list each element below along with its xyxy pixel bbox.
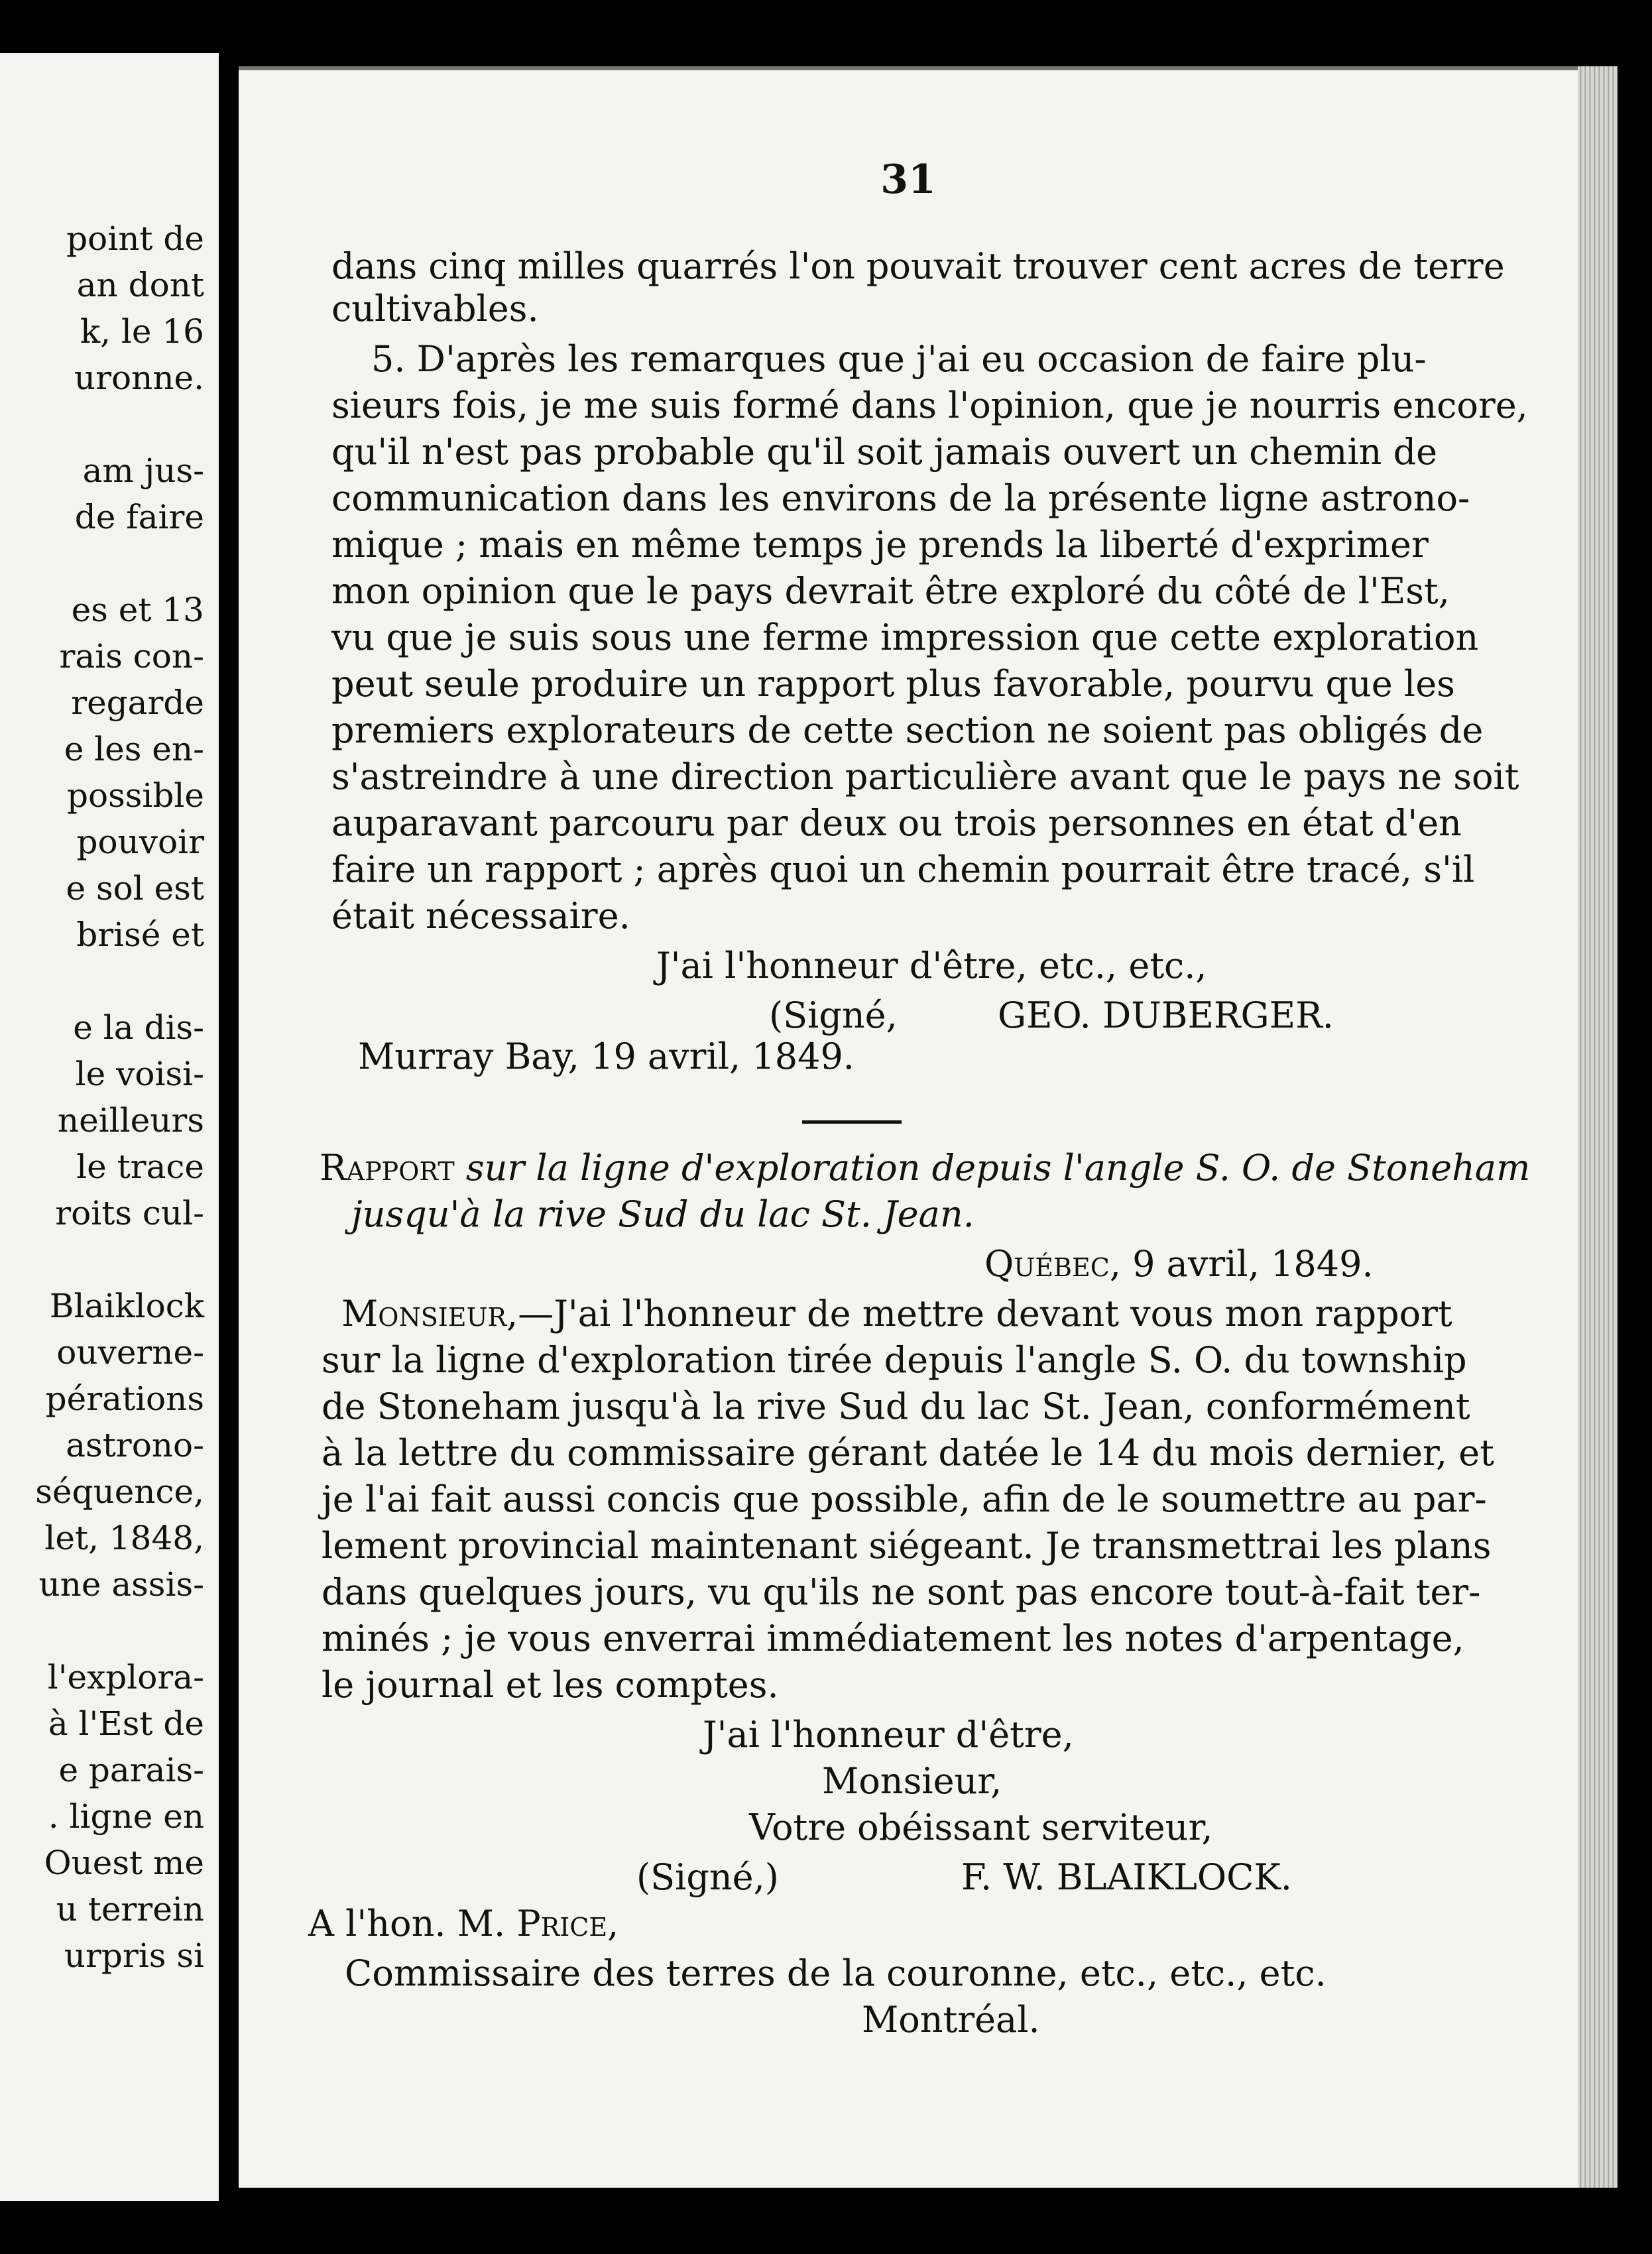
dateline-date: 9 avril, 1849. xyxy=(1132,1243,1374,1285)
fragment-line: ouverne- xyxy=(56,1333,204,1372)
fragment-line: à l'Est de xyxy=(48,1704,204,1743)
text-line: à la lettre du commissaire gérant datée le 14 du mois dernier, et xyxy=(322,1432,1494,1474)
text-line: était nécessaire. xyxy=(331,895,630,937)
dateline-city: Québec, xyxy=(984,1243,1121,1285)
fragment-line: possible xyxy=(66,776,204,815)
book-page xyxy=(239,66,1578,2188)
top-rule xyxy=(239,66,1578,70)
dateline xyxy=(984,1243,1374,1285)
text-line: le journal et les comptes. xyxy=(322,1664,779,1706)
signed-label: (Signé,) xyxy=(636,1856,779,1898)
text-line: premiers explorateurs de cette section ne soient pas obligés de xyxy=(331,709,1484,751)
fragment-line: point de xyxy=(66,219,204,258)
address-name: Price, xyxy=(516,1903,619,1944)
page-edge xyxy=(1578,66,1618,2188)
report-heading xyxy=(320,1147,1531,1189)
text-line: sieurs fois, je me suis formé dans l'opinion, que je nourris encore, xyxy=(331,385,1528,426)
fragment-line: urpris si xyxy=(64,1936,204,1975)
report-heading-cont: jusqu'à la rive Sud du lac St. Jean. xyxy=(351,1193,974,1235)
text-line: vu que je suis sous une ferme impression que cette exploration xyxy=(331,617,1479,658)
fragment-line: e parais- xyxy=(58,1751,204,1789)
text-line: dans quelques jours, vu qu'ils ne sont pas encore tout-à-fait ter- xyxy=(322,1571,1481,1613)
address-title: Commissaire des terres de la couronne, etc., etc., etc. xyxy=(345,1952,1327,1994)
fragment-line: rais con- xyxy=(59,637,204,676)
fragment-line: pouvoir xyxy=(76,823,204,861)
fragment-line: regarde xyxy=(71,683,204,722)
closing-line: Monsieur, xyxy=(822,1760,1002,1802)
page-number: 31 xyxy=(880,156,936,203)
fragment-line: an dont xyxy=(76,266,204,304)
fragment-line: astrono- xyxy=(66,1426,204,1464)
text-line: peut seule produire un rapport plus favorable, pourvu que les xyxy=(331,663,1455,705)
closing-line: Votre obéissant serviteur, xyxy=(749,1807,1213,1848)
fragment-line: am jus- xyxy=(82,451,204,490)
fragment-line: k, le 16 xyxy=(80,312,204,351)
fragment-line: brisé et xyxy=(76,916,204,954)
text-line: je l'ai fait aussi concis que possible, afin de le soumettre au par- xyxy=(322,1478,1487,1520)
fragment-line: let, 1848, xyxy=(44,1519,204,1557)
text-line: 5. D'après les remarques que j'ai eu occasion de faire plu- xyxy=(371,338,1427,380)
fragment-line: roits cul- xyxy=(55,1194,204,1232)
fragment-line: e les en- xyxy=(64,730,204,768)
text-line: Monsieur,—J'ai l'honneur de mettre devant vous mon rapport xyxy=(341,1293,1452,1335)
text-line: s'astreindre à une direction particulière avant que le pays ne soit xyxy=(331,756,1519,798)
text-line: sur la ligne d'exploration tirée depuis l'angle S. O. du township xyxy=(322,1339,1467,1381)
fragment-line: neilleurs xyxy=(57,1101,204,1140)
fragment-line: . ligne en xyxy=(48,1797,204,1836)
text-line: mon opinion que le pays devrait être exploré du côté de l'Est, xyxy=(331,570,1450,612)
salutation: Monsieur, xyxy=(341,1293,518,1335)
fragment-line: une assis- xyxy=(38,1565,204,1604)
closing-line: J'ai l'honneur d'être, etc., etc., xyxy=(656,945,1207,986)
place-date: Murray Bay, 19 avril, 1849. xyxy=(358,1036,855,1077)
fragment-line: uronne. xyxy=(74,359,204,397)
address-city: Montréal. xyxy=(862,1999,1040,2041)
signed-label: (Signé, xyxy=(769,994,898,1036)
fragment-line: le trace xyxy=(76,1148,204,1186)
text-line: mique ; mais en même temps je prends la liberté d'exprimer xyxy=(331,524,1429,565)
text-line: cultivables. xyxy=(331,288,539,329)
signature: GEO. DUBERGER. xyxy=(998,994,1334,1036)
fragment-line: de faire xyxy=(74,498,204,536)
text-line: communication dans les environs de la présente ligne astrono- xyxy=(331,477,1470,519)
report-heading-text: sur la ligne d'exploration depuis l'angle S. O. de Stoneham xyxy=(465,1147,1531,1189)
fragment-line: e la dis- xyxy=(73,1008,204,1047)
text-line: minés ; je vous enverrai immédiatement les notes d'arpentage, xyxy=(322,1618,1464,1659)
fragment-line: Ouest me xyxy=(44,1844,204,1882)
fragment-line: pérations xyxy=(45,1380,204,1418)
signature: F. W. BLAIKLOCK. xyxy=(961,1856,1292,1898)
section-divider xyxy=(802,1120,902,1124)
fragment-line: l'explora- xyxy=(47,1658,204,1696)
fragment-line: séquence, xyxy=(35,1472,204,1511)
fragment-line: Blaiklock xyxy=(49,1287,204,1325)
fragment-line: le voisi- xyxy=(75,1055,204,1093)
fragment-line: u terrein xyxy=(56,1890,204,1928)
text-line: qu'il n'est pas probable qu'il soit jamais ouvert un chemin de xyxy=(331,431,1438,473)
text-line: de Stoneham jusqu'à la rive Sud du lac St. Jean, conformément xyxy=(322,1386,1470,1427)
closing-line: J'ai l'honneur d'être, xyxy=(703,1714,1074,1755)
facing-page-fragment xyxy=(0,53,219,2201)
text-line: faire un rapport ; après quoi un chemin pourrait être tracé, s'il xyxy=(331,849,1475,890)
fragment-line: es et 13 xyxy=(71,591,204,629)
fragment-line: e sol est xyxy=(66,869,204,908)
address-to: A l'hon. M. Price, xyxy=(308,1903,619,1944)
text-line: auparavant parcouru par deux ou trois personnes en état d'en xyxy=(331,802,1462,844)
report-heading-lead: Rapport xyxy=(320,1147,455,1189)
text-line: lement provincial maintenant siégeant. Je transmettrai les plans xyxy=(322,1525,1492,1567)
text-line: dans cinq milles quarrés l'on pouvait trouver cent acres de terre xyxy=(331,245,1505,287)
